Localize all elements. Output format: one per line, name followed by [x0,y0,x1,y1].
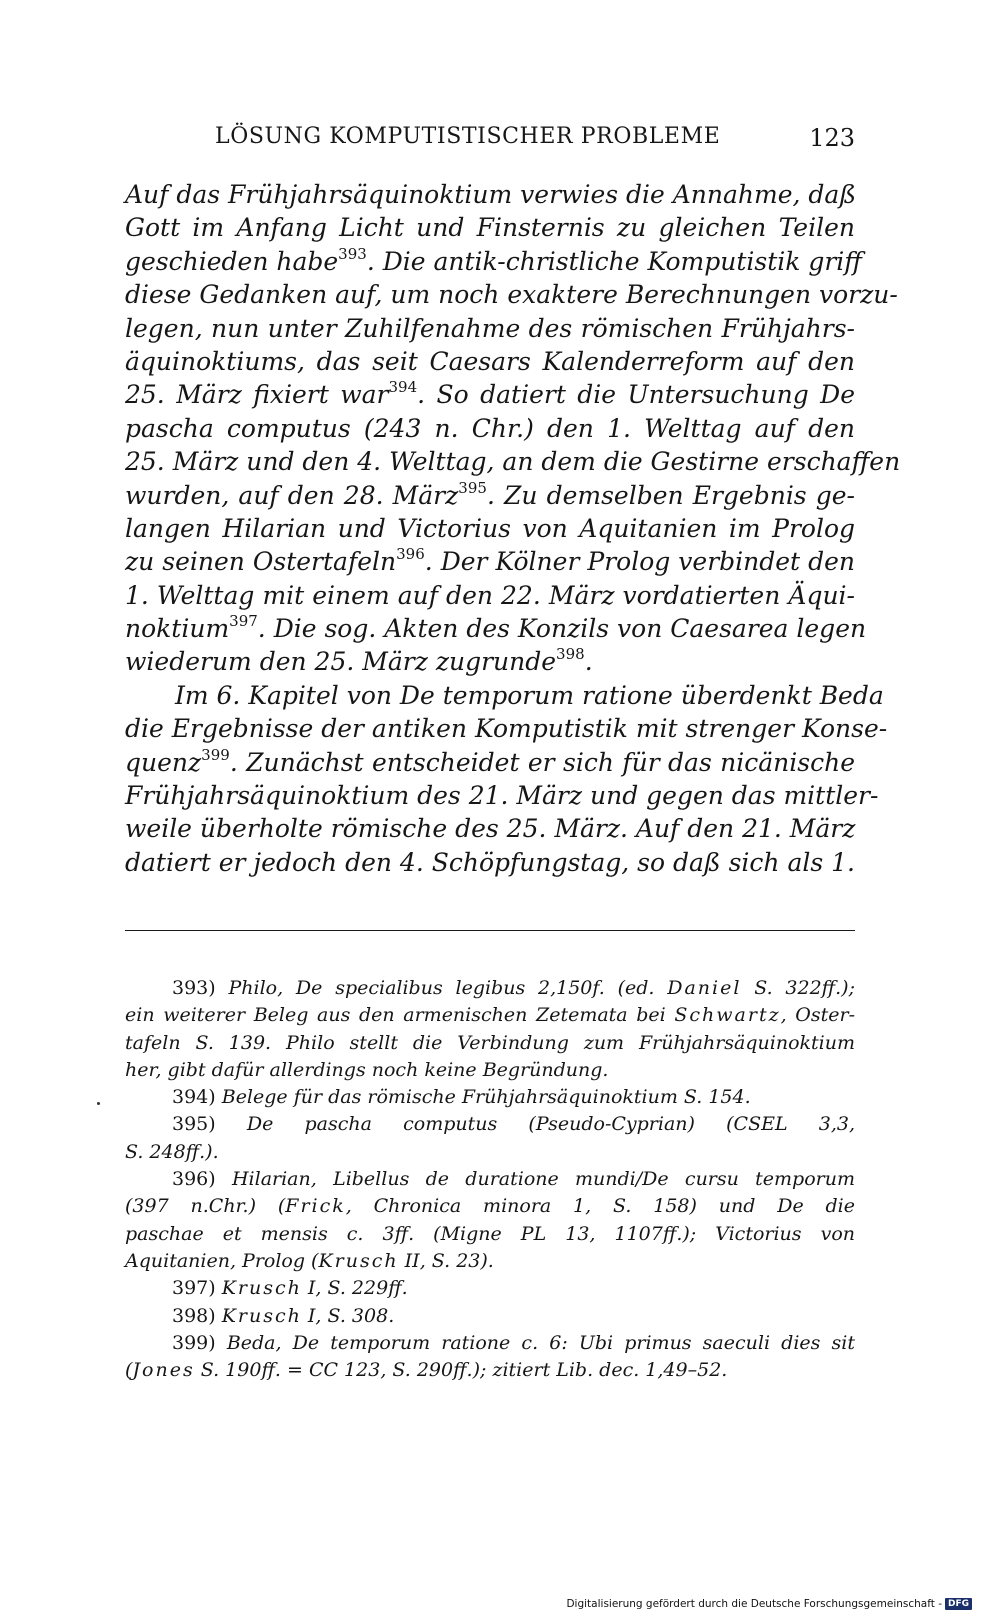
text-line [125,244,862,278]
credit-text: Digitalisierung gefördert durch die Deutsche Forschungsgemeinschaft - [566,1598,942,1610]
text-line [125,746,855,779]
footnote-number: 393) [172,977,216,999]
footnote-line [125,1330,855,1357]
footnote-line [125,1002,855,1029]
text-line [125,512,855,545]
text-run: . Die sog. Akten des Konzils von Caesarea legen [257,614,867,644]
text-run: weile überholte römische des 25. März. Auf den 21. März [125,814,856,844]
text-run: Beda, De temporum ratione c. 6: Ubi primus saeculi dies sit [215,1331,855,1354]
text-run: 25. März fixiert war [125,380,389,410]
footnote [125,1166,855,1275]
text-line [125,312,855,345]
text-run: geschieden habe [125,246,339,276]
text-run: legen, nun unter Zuhilfenahme des römischen Frühjahrs- [125,313,855,343]
text-run: diese Gedanken auf, um noch exaktere Berechnungen vorzu- [125,280,898,310]
text-run: I, S. 229ff. [301,1277,408,1300]
text-run: Philo, De specialibus legibus 2,150f. (ed. [215,977,668,999]
text-run: datiert er jedoch den 4. Schöpfungstag, so daß sich als 1. [125,847,855,877]
text-run: äquinoktiums, das seit Caesars Kalenderreform auf den [125,346,855,376]
footnote [125,975,855,1084]
text-run: Frühjahrsäquinoktium des 21. März und gegen das mittler- [125,781,879,811]
text-run: S. 248ff.). [125,1140,219,1163]
footnote-ref: 393 [338,244,367,263]
text-line [125,178,855,211]
text-line [125,345,855,378]
text-run: die Ergebnisse der antiken Komputistik mit strenger Konse- [125,714,888,744]
text-run: langen Hilarian und Victorius von Aquitanien im Prolog [125,513,855,543]
footnote-line [125,1084,855,1111]
footnote-ref: 398 [556,645,585,664]
text-line [125,712,888,745]
footnote [125,1303,855,1330]
text-run: De pascha computus (Pseudo-Cyprian) (CSEL 3,3, [215,1113,855,1136]
footnote-line [125,1057,855,1084]
dfg-logo: DFG [945,1598,972,1610]
footnote-line [125,1166,855,1193]
footnote-line [125,1193,855,1220]
footnote-ref: 395 [458,478,487,497]
text-run: , Oster- [780,1004,855,1027]
text-run: Gott im Anfang Licht und Finsternis zu gleichen Teilen [125,213,855,243]
text-run: Im 6. Kapitel von De temporum ratione überdenkt Beda [175,680,884,710]
spaced-author-name: Frick [285,1195,346,1218]
text-line [125,612,867,645]
footnote-number: 398) [172,1304,216,1327]
text-line [125,812,855,845]
text-run: Belege für das römische Frühjahrsäquinoktium S. 154. [215,1086,751,1109]
footnote-ref: 399 [201,745,230,764]
main-text [125,178,901,879]
footnote-ref: 397 [229,612,258,631]
spaced-author-name: Daniel [667,977,742,999]
text-run: . Der Kölner Prolog verbindet den [424,547,855,577]
text-run: paschae et mensis c. 3ff. (Migne PL 13, 1107ff.); Victorius von [125,1222,855,1245]
footnote [125,1084,855,1111]
text-line [125,211,855,244]
text-run: . So datiert die Untersuchung De [417,380,855,410]
text-run: 25. März und den 4. Welttag, an dem die Gestirne erschaffen [125,447,901,477]
text-run: quenz [125,747,202,777]
text-line [125,645,855,678]
footnote-line [125,1111,855,1138]
text-line [125,479,855,512]
text-line [125,679,884,712]
text-run: her, gibt dafür allerdings noch keine Begründung. [125,1058,609,1081]
text-run: zu seinen Ostertafeln [125,547,397,577]
footnote-divider [125,930,855,931]
text-run: pascha computus (243 n. Chr.) den 1. Welttag auf den [125,413,855,443]
footnote-line [125,1303,855,1330]
text-run: ein weiterer Beleg aus den armenischen Zetemata bei [125,1004,675,1027]
footnote-line [125,1221,855,1248]
text-run: Auf das Frühjahrsäquinoktium verwies die Annahme, daß [125,180,857,209]
text-line [125,412,855,445]
text-run: ( [125,1359,133,1382]
spaced-author-name: Jones [132,1359,195,1382]
scan-speck [97,1102,100,1105]
footnote [125,1275,855,1302]
text-run: Hilarian, Libellus de duratione mundi/De cursu temporum [215,1168,855,1191]
text-run: S. 190ff. = CC 123, S. 290ff.); zitiert Lib. dec. 1,49–52. [194,1359,728,1382]
text-line [125,378,855,411]
text-run: . Die antik-christliche Komputistik griff [366,246,862,276]
page-number: 123 [809,124,855,152]
footnote-ref: 394 [388,378,418,397]
footnote-number: 396) [172,1168,216,1191]
text-line [125,846,855,879]
footnote-line [125,1357,855,1384]
spaced-author-name: Krusch [318,1249,399,1272]
running-title: LÖSUNG KOMPUTISTISCHER PROBLEME [215,124,721,149]
footnote-number: 394) [172,1086,216,1109]
spaced-author-name: Krusch [221,1277,302,1300]
footnote [125,1111,855,1166]
footnote-number: 397) [172,1277,216,1300]
text-line [125,579,855,612]
text-run: wiederum den 25. März zugrunde [125,647,557,677]
text-run: . [584,647,593,677]
digitization-credit [566,1598,972,1610]
text-run: , Chronica minora 1, S. 158) und De die [345,1195,855,1218]
running-header [215,124,855,164]
spaced-author-name: Schwartz [674,1004,781,1027]
text-run: wurden, auf den 28. März [125,480,459,510]
text-run: . Zu demselben Ergebnis ge- [486,480,855,510]
footnote-line [125,1030,855,1057]
footnote-number: 395) [172,1113,216,1136]
text-run: 1. Welttag mit einem auf den 22. März vordatierten Äqui- [125,580,855,610]
text-run: Aquitanien, Prolog ( [125,1249,319,1272]
footnotes [125,975,855,1384]
text-run: . Zunächst entscheidet er sich für das nicänische [229,747,855,777]
text-line [125,779,879,812]
text-run: S. 322ff.); [741,977,855,999]
text-run: I, S. 308. [301,1304,395,1327]
text-run: noktium [125,614,230,644]
text-line [125,278,898,311]
footnote-line [125,1248,855,1275]
text-run: II, S. 23). [398,1249,494,1272]
footnote-line [125,1139,855,1166]
text-run: (397 n.Chr.) ( [125,1195,286,1218]
footnote-line [125,1275,855,1302]
footnote-number: 399) [172,1331,216,1354]
footnote-line [125,975,855,1002]
text-line [125,445,901,478]
footnote [125,1330,855,1385]
spaced-author-name: Krusch [221,1304,302,1327]
text-run: tafeln S. 139. Philo stellt die Verbindung zum Frühjahrsäquinoktium [125,1031,855,1054]
footnote-ref: 396 [396,545,425,564]
text-line [125,545,855,578]
